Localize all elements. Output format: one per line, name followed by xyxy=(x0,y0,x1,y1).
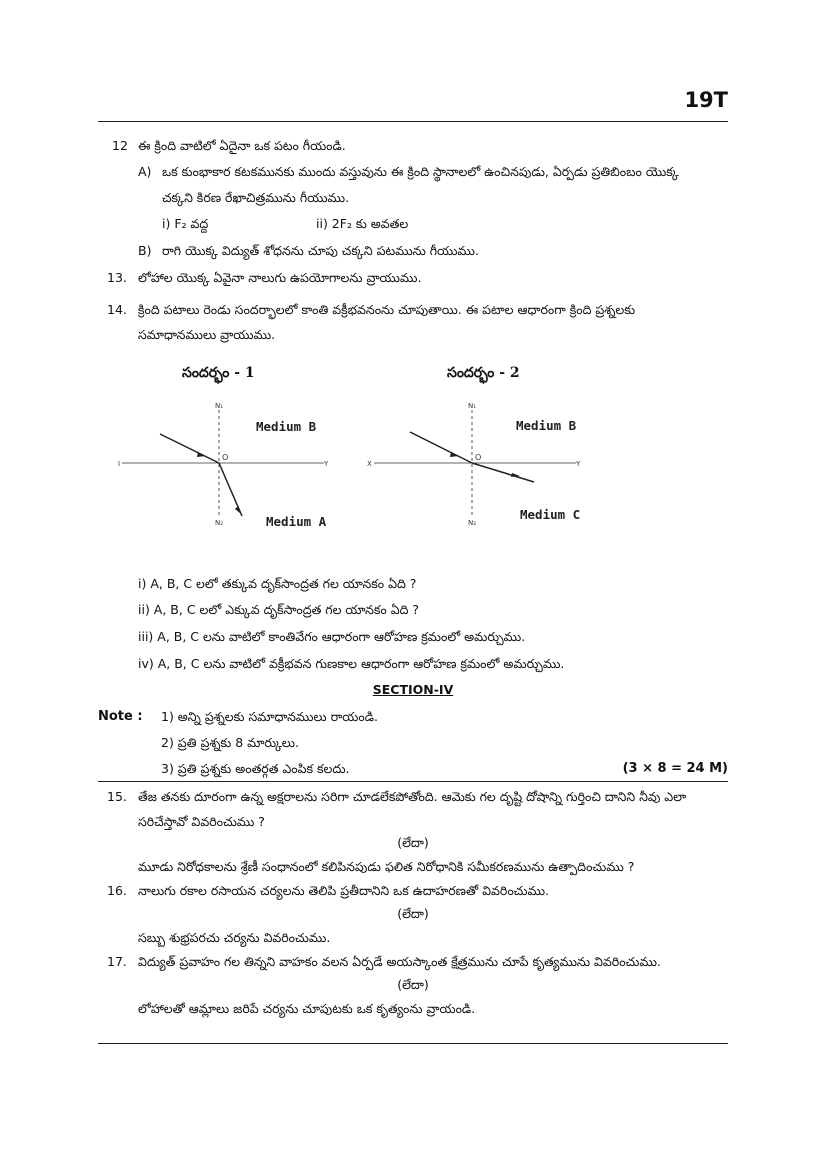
q15-line2: సరిచేస్తావో వివరించుము ? xyxy=(138,814,265,829)
q15-or: (లేదా) xyxy=(397,835,429,850)
note-item-2: 2) ప్రతి ప్రశ్నకు 8 మార్కులు. xyxy=(161,735,299,750)
q12-option-ii: ii) 2F₂ కు అవతల xyxy=(316,216,409,231)
q14-sub-iii: iii) A, B, C లను వాటిలో కాంతివేగం ఆధారంగా ఆరోహణ క్రమంలో అమర్చుము. xyxy=(138,629,526,644)
q14-number: 14. xyxy=(107,302,127,317)
diagram1-origin-label: O xyxy=(222,453,229,462)
q17-or: (లేదా) xyxy=(397,977,429,992)
q15-alternative: మూడు నిరోధకాలను శ్రేణీ సంధానంలో కలిపినపుడు ఫలిత నిరోధానికి సమీకరణమును ఉత్పాదించుము ? xyxy=(138,859,635,874)
header-rule xyxy=(98,121,728,122)
q14-line2: సమాధానములు వ్రాయుము. xyxy=(138,327,276,342)
q13-text: లోహాల యొక్క ఏవైనా నాలుగు ఉపయోగాలను వ్రాయుము. xyxy=(138,270,422,285)
paper-code: 19T xyxy=(684,88,728,112)
diagram2-left-label: X xyxy=(367,460,372,468)
diagram2-right-label: Y xyxy=(576,460,581,468)
note-item-3: 3) ప్రతి ప్రశ్నకు అంతర్గత ఎంపిక కలదు. xyxy=(161,761,350,776)
q17-alternative: లోహాలతో ఆమ్లాలు జరిపే చర్యను చూపుటకు ఒక కృత్యంను వ్రాయండి. xyxy=(138,1001,476,1016)
q12-a-label: A) xyxy=(138,164,152,179)
q12-text: ఈ క్రింది వాటిలో ఏదైనా ఒక పటం గీయండి. xyxy=(138,138,346,153)
note-rule xyxy=(98,781,728,782)
note-item-1: 1) అన్ని ప్రశ్నలకు సమాధానములు రాయండి. xyxy=(161,709,378,724)
q12-a-line2: చక్కని కిరణ రేఖాచిత్రమును గీయుము. xyxy=(162,190,350,205)
q14-line1: క్రింది పటాలు రెండు సందర్భాలలో కాంతి వక్రీభవనంను చూపుతాయి. ఈ పటాల ఆధారంగా క్రింది ప్రశ్నలకు xyxy=(138,302,636,317)
q16-alternative: సబ్బు శుభ్రపరచు చర్యను వివరించుము. xyxy=(138,930,331,945)
diagram1-incident-ray xyxy=(160,434,219,463)
q14-sub-iv: iv) A, B, C లను వాటిలో వక్రీభవన గుణకాల ఆధారంగా ఆరోహణ క్రమంలో అమర్చుము. xyxy=(138,656,565,671)
q14-sub-i: i) A, B, C లలో తక్కువ దృక్‌సాంద్రత గల యానకం ఏది ? xyxy=(138,576,417,591)
q12-b-text: రాగి యొక్క విద్యుత్ శోధనను చూపు చక్కని పటమును గీయుము. xyxy=(162,243,479,258)
diagram2-title: సందర్భం - 2 xyxy=(447,365,520,381)
q12-option-i: i) F₂ వద్ద xyxy=(162,216,209,231)
q16-number: 16. xyxy=(107,883,127,898)
diagram1-normal-bottom: N₂ xyxy=(215,519,224,527)
q12-number: 12 xyxy=(112,138,128,153)
diagram2-medium-top: Medium B xyxy=(516,418,577,433)
section-marks: (3 × 8 = 24 M) xyxy=(622,761,728,776)
diagram2-refracted-ray xyxy=(472,463,534,482)
q12-b-label: B) xyxy=(138,243,152,258)
note-label: Note : xyxy=(98,709,143,724)
q14-sub-ii: ii) A, B, C లలో ఎక్కువ దృక్‌సాంద్రత గల యానకం ఏది ? xyxy=(138,602,420,617)
section-title: SECTION-IV xyxy=(372,682,454,697)
diagram2-incident-ray xyxy=(410,432,472,463)
diagram1-normal-top: N₁ xyxy=(215,402,224,410)
q12-a-line1: ఒక కుంభాకార కటకమునకు ముందు వస్తువును ఈ క్రింది స్థానాలలో ఉంచినపుడు, ఏర్పడు ప్రతిబింబం యొక్క xyxy=(162,164,679,179)
q17-line1: విద్యుత్ ప్రవాహం గల తిన్నని వాహకం వలన ఏర్పడే అయస్కాంత క్షేత్రమును చూపే కృత్యమును వివరించుము. xyxy=(138,954,661,969)
diagram1-medium-top: Medium B xyxy=(256,419,317,434)
q13-number: 13. xyxy=(107,270,127,285)
diagram2-normal-bottom: N₂ xyxy=(468,519,477,527)
diagram1-title: సందర్భం - 1 xyxy=(182,365,255,381)
q17-number: 17. xyxy=(107,954,127,969)
q16-or: (లేదా) xyxy=(397,906,429,921)
diagram1-refraction xyxy=(116,398,346,538)
q16-line1: నాలుగు రకాల రసాయన చర్యలను తెలిపి ప్రతీదానిని ఒక ఉదాహరణతో వివరించుము. xyxy=(138,883,550,898)
diagram2-refracted-arrow xyxy=(511,473,520,477)
diagram2-origin-label: O xyxy=(475,453,482,462)
q15-line1: తేజ తనకు దూరంగా ఉన్న అక్షరాలను సరిగా చూడలేకపోతోంది. ఆమెకు గల దృష్టి దోషాన్ని గుర్తించి దానిని నీవు ఎలా xyxy=(138,789,687,804)
diagram1-left-label: I xyxy=(118,460,121,468)
diagram2-refraction xyxy=(364,398,594,538)
diagram1-medium-bottom: Medium A xyxy=(266,514,327,529)
footer-rule xyxy=(98,1043,728,1044)
diagram2-medium-bottom: Medium C xyxy=(520,507,581,522)
diagram2-normal-top: N₁ xyxy=(468,402,477,410)
diagram1-right-label: Y xyxy=(324,460,329,468)
q15-number: 15. xyxy=(107,789,127,804)
